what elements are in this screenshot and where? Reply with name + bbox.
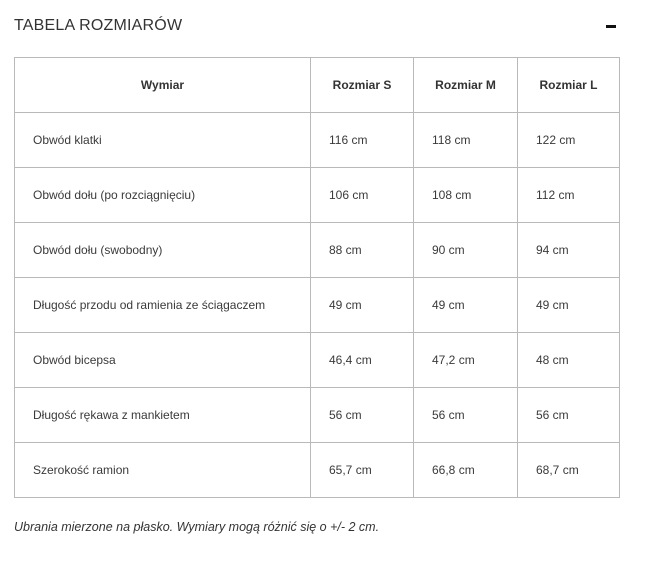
size-l-value: 48 cm — [518, 333, 620, 388]
size-l-value: 56 cm — [518, 388, 620, 443]
table-row — [15, 388, 620, 443]
size-m-value: 66,8 cm — [414, 443, 518, 498]
size-s-value: 106 cm — [311, 168, 414, 223]
dimension-label: Obwód dołu (swobodny) — [15, 223, 311, 278]
dimension-label: Szerokość ramion — [15, 443, 311, 498]
size-s-value: 116 cm — [311, 113, 414, 168]
size-m-value: 90 cm — [414, 223, 518, 278]
dimension-label: Obwód dołu (po rozciągnięciu) — [15, 168, 311, 223]
size-s-value: 56 cm — [311, 388, 414, 443]
size-m-value: 47,2 cm — [414, 333, 518, 388]
dimension-label: Obwód bicepsa — [15, 333, 311, 388]
dimension-label: Długość rękawa z mankietem — [15, 388, 311, 443]
size-m-value: 49 cm — [414, 278, 518, 333]
minus-icon[interactable] — [606, 25, 616, 28]
measurement-note: Ubrania mierzone na płasko. Wymiary mogą różnić się o +/- 2 cm. — [14, 520, 380, 534]
table-row — [15, 113, 620, 168]
column-header-size-s: Rozmiar S — [311, 58, 414, 113]
column-header-dimension: Wymiar — [15, 58, 311, 113]
size-s-value: 49 cm — [311, 278, 414, 333]
size-s-value: 46,4 cm — [311, 333, 414, 388]
size-l-value: 112 cm — [518, 168, 620, 223]
size-l-value: 68,7 cm — [518, 443, 620, 498]
size-l-value: 94 cm — [518, 223, 620, 278]
size-s-value: 88 cm — [311, 223, 414, 278]
size-m-value: 56 cm — [414, 388, 518, 443]
table-row — [15, 443, 620, 498]
dimension-label: Długość przodu od ramienia ze ściągaczem — [15, 278, 311, 333]
size-l-value: 49 cm — [518, 278, 620, 333]
table-row — [15, 223, 620, 278]
table-header-row — [15, 58, 620, 113]
size-s-value: 65,7 cm — [311, 443, 414, 498]
size-table-header — [14, 14, 620, 38]
column-header-size-m: Rozmiar M — [414, 58, 518, 113]
size-m-value: 118 cm — [414, 113, 518, 168]
table-row — [15, 333, 620, 388]
size-table — [14, 57, 620, 498]
table-row — [15, 168, 620, 223]
size-l-value: 122 cm — [518, 113, 620, 168]
column-header-size-l: Rozmiar L — [518, 58, 620, 113]
dimension-label: Obwód klatki — [15, 113, 311, 168]
table-row — [15, 278, 620, 333]
size-m-value: 108 cm — [414, 168, 518, 223]
section-title: TABELA ROZMIARÓW — [14, 17, 183, 34]
